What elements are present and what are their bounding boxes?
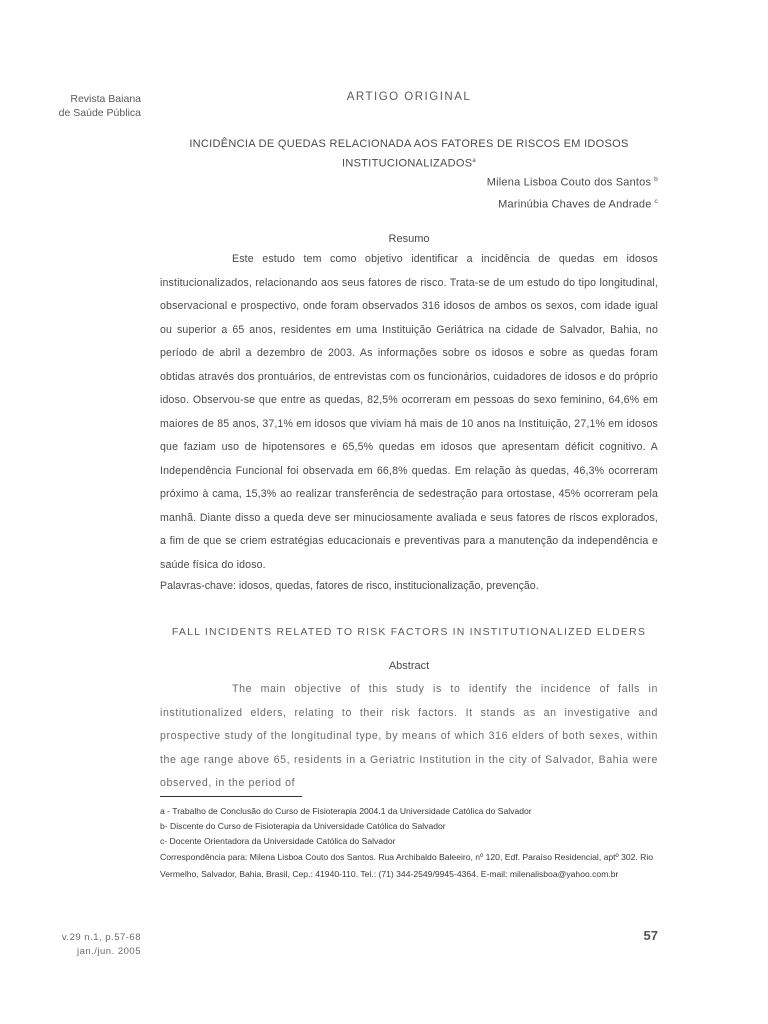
footnote-divider (160, 796, 302, 797)
resumo-text: Este estudo tem como objetivo identificar a incidência de quedas em idosos institucionalizados, relacionando aos seus fatores de risco. Trata-se de um estudo do tipo longitudinal, observacional e prospectivo, onde foram observados 316 idosos de ambos os sexos, com idade igual ou superior a 65 anos, residentes em uma Instituição Geriátrica na cidade de Salvador, Bahia, no período de abril a dezembro de 2003. As informações sobre os idosos e sobre as quedas foram obtidas através dos prontuários, de entrevistas com os funcionários, cuidadores de idosos e do próprio idoso. Observou-se que entre as quedas, 82,5% ocorreram em pessoas do sexo feminino, 64,6% em maiores de 85 anos, 37,1% em idosos que viviam há mais de 10 anos na Instituição, 27,1% em idosos que faziam uso de hipotensores e 65,5% quedas em idosos que apresentam déficit cognitivo. A Independência Funcional foi observada em 66,8% quedas. Em relação às quedas, 46,3% ocorreram próximo à cama, 15,3% ao realizar transferência de sedestração para ortostase, 45% ocorreram pela manhã. Diante disso a queda deve ser minuciosamente avaliada e seus fatores de riscos explorados, a fim de que se criem estratégias educacionais e preventivas para a manutenção da independência e saúde física do idoso. (160, 253, 658, 571)
journal-name-line1: Revista Baiana (70, 93, 141, 105)
title-line2-text: INSTITUCIONALIZADOS (341, 157, 473, 170)
author-1-name: Milena Lisboa Couto dos Santos (486, 176, 652, 189)
author-2-mark: c (654, 198, 658, 205)
section-label: ARTIGO ORIGINAL (346, 91, 472, 103)
author-1-mark: b (654, 176, 658, 183)
resumo-body (160, 248, 658, 577)
abstract-body (160, 678, 658, 796)
volume-line1: v.29 n.1, p.57-68 (61, 932, 141, 943)
footnotes (160, 804, 658, 883)
author-2 (498, 198, 658, 211)
abstract-text: The main objective of this study is to identify the incidence of falls in institutionalized elders, relating to their risk factors. It stands as an investigative and prospective study of the longitudinal type, by means of which 316 elders of both sexes, within the age range above 65, residents in a Geriatric Institution in the city of Salvador, Bahia were observed, in the period of (160, 683, 658, 789)
page-number: 57 (643, 928, 658, 943)
resumo-heading: Resumo (388, 233, 430, 245)
keywords: Palavras-chave: idosos, quedas, fatores de risco, institucionalização, prevenção. (160, 580, 539, 592)
journal-name (20, 92, 141, 120)
footnote-a: a - Trabalho de Conclusão do Curso de Fisioterapia 2004.1 da Universidade Católica do Salvador (160, 806, 532, 816)
volume-line2: jan./jun. 2005 (76, 946, 141, 957)
author-2-name: Marinúbia Chaves de Andrade (498, 198, 652, 211)
footnote-c: c- Docente Orientadora da Universidade Católica do Salvador (160, 836, 396, 846)
article-title (160, 136, 658, 173)
author-1 (487, 176, 658, 189)
volume-info (20, 931, 141, 959)
footnote-b: b- Discente do Curso de Fisioterapia da Universidade Católica do Salvador (160, 821, 446, 831)
abstract-heading: Abstract (388, 660, 430, 672)
title-footnote-mark: a (472, 158, 477, 164)
title-line2 (160, 153, 658, 173)
english-title: FALL INCIDENTS RELATED TO RISK FACTORS IN INSTITUTIONALIZED ELDERS (171, 626, 647, 638)
footnote-correspondence: Correspondência para: Milena Lisboa Couto dos Santos. Rua Archibaldo Baleeiro, nº 120, Edf. Paraíso Residencial, aptº 302. Rio Vermelho, Salvador, Bahia, Brasil, Cep.: 41940-110. Tel.: (71) 344-2549/9945-4364. E-mail: milenalisboa@yahoo.com.br (160, 852, 654, 879)
title-line1: INCIDÊNCIA DE QUEDAS RELACIONADA AOS FATORES DE RISCOS EM IDOSOS (189, 138, 629, 150)
journal-name-line2: de Saúde Pública (58, 107, 141, 119)
